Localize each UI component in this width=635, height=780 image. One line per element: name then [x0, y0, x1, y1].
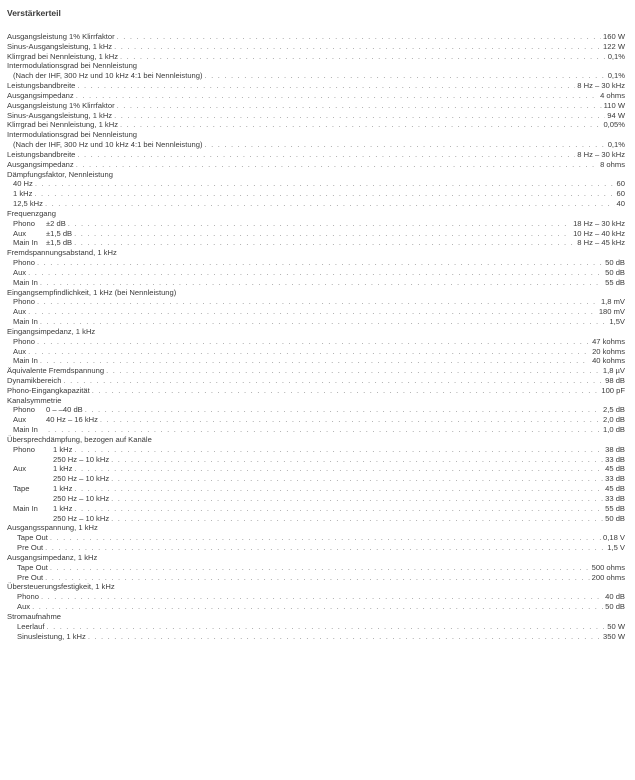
- spec-row: Aux 40 Hz – 16 kHz . . . 2,0 dB: [7, 415, 625, 425]
- spec-row: Aux . . . 50 dB: [7, 268, 625, 278]
- spec-row: Pre Out . . . 200 ohms: [7, 573, 625, 583]
- spec-group-heading: Dämpfungsfaktor, Nennleistung: [7, 169, 113, 179]
- spec-row: Ausgangsimpedanz . . . 4 ohms: [7, 91, 625, 101]
- spec-row: Aux . . . 20 kohms: [7, 347, 625, 357]
- spec-row: Phono . . . 47 kohms: [7, 337, 625, 347]
- spec-row: 250 Hz – 10 kHz . . . 33 dB: [7, 494, 625, 504]
- spec-row: Pre Out . . . 1,5 V: [7, 543, 625, 553]
- spec-row: Phono ±2 dB . . . 18 Hz – 30 kHz: [7, 219, 625, 229]
- spec-group-heading: Eingangsempfindlichkeit, 1 kHz (bei Nennleistung): [7, 287, 177, 297]
- spec-row: Phono . . . 40 dB: [7, 592, 625, 602]
- spec-row: (Nach der IHF, 300 Hz und 10 kHz 4:1 bei Nennleistung) . . . 0,1%: [7, 71, 625, 81]
- section-title: Verstärkerteil: [7, 8, 61, 18]
- spec-group-heading: Ausgangsspannung, 1 kHz: [7, 523, 98, 533]
- spec-group-heading: Frequenzgang: [7, 208, 56, 218]
- spec-group-heading: Intermodulationsgrad bei Nennleistung: [7, 61, 138, 71]
- spec-row: Äquivalente Fremdspannung . . . 1,8 µV: [7, 366, 625, 376]
- spec-group-heading: Übersteuerungsfestigkeit, 1 kHz: [7, 582, 115, 592]
- spec-row: Leistungsbandbreite . . . 8 Hz – 30 kHz: [7, 150, 625, 160]
- spec-row: 1 kHz . . . 60: [7, 189, 625, 199]
- spec-row: Tape Out . . . 500 ohms: [7, 563, 625, 573]
- spec-group-heading: Übersprechdämpfung, bezogen auf Kanäle: [7, 434, 152, 444]
- spec-row: 250 Hz – 10 kHz . . . 33 dB: [7, 474, 625, 484]
- spec-row: Aux . . . 50 dB: [7, 602, 625, 612]
- spec-row: Aux . . . 180 mV: [7, 307, 625, 317]
- spec-row: Main In . . . 40 kohms: [7, 356, 625, 366]
- spec-group-heading: Ausgangsimpedanz, 1 kHz: [7, 552, 98, 562]
- spec-row: Klirrgrad bei Nennleistung, 1 kHz . . . 0,1%: [7, 52, 625, 62]
- spec-row: Sinus-Ausgangsleistung, 1 kHz . . . 94 W: [7, 111, 625, 121]
- spec-row: Main In ±1,5 dB . . . 8 Hz – 45 kHz: [7, 238, 625, 248]
- spec-group-heading: Intermodulationsgrad bei Nennleistung: [7, 130, 138, 140]
- spec-row: Klirrgrad bei Nennleistung, 1 kHz . . . 0,05%: [7, 120, 625, 130]
- spec-row: Main In . . . 1,0 dB: [7, 425, 625, 435]
- spec-row: Tape Out . . . 0,18 V: [7, 533, 625, 543]
- spec-row: Ausgangsleistung 1% Klirrfaktor . . . 160 W: [7, 32, 625, 42]
- spec-row: (Nach der IHF, 300 Hz und 10 kHz 4:1 bei Nennleistung) . . . 0,1%: [7, 140, 625, 150]
- spec-row: Aux 1 kHz . . . 45 dB: [7, 464, 625, 474]
- spec-row: Dynamikbereich . . . 98 dB: [7, 376, 625, 386]
- spec-row: Ausgangsleistung 1% Klirrfaktor . . . 110 W: [7, 101, 625, 111]
- spec-row: Sinus-Ausgangsleistung, 1 kHz . . . 122 W: [7, 42, 625, 52]
- spec-row: Phono 0 – –40 dB . . . 2,5 dB: [7, 405, 625, 415]
- spec-row: Leistungsbandbreite . . . 8 Hz – 30 kHz: [7, 81, 625, 91]
- spec-group-heading: Stromaufnahme: [7, 611, 62, 621]
- spec-row: Tape 1 kHz . . . 45 dB: [7, 484, 625, 494]
- spec-group-heading: Eingangsimpedanz, 1 kHz: [7, 326, 96, 336]
- spec-row: Sinusleistung, 1 kHz . . . 350 W: [7, 632, 625, 642]
- spec-row: Phono-Eingangkapazität . . . 100 pF: [7, 386, 625, 396]
- spec-group-heading: Kanalsymmetrie: [7, 395, 62, 405]
- spec-row: Phono . . . 1,8 mV: [7, 297, 625, 307]
- spec-row: 12,5 kHz . . . 40: [7, 199, 625, 209]
- spec-row: Main In 1 kHz . . . 55 dB: [7, 504, 625, 514]
- spec-row: 250 Hz – 10 kHz . . . 50 dB: [7, 514, 625, 524]
- spec-row: 40 Hz . . . 60: [7, 179, 625, 189]
- spec-row: Phono . . . 50 dB: [7, 258, 625, 268]
- spec-row: Phono 1 kHz . . . 38 dB: [7, 445, 625, 455]
- spec-list: [7, 32, 625, 641]
- spec-row: Ausgangsimpedanz . . . 8 ohms: [7, 160, 625, 170]
- spec-group-heading: Fremdspannungsabstand, 1 kHz: [7, 248, 117, 258]
- spec-row: Main In . . . 55 dB: [7, 278, 625, 288]
- spec-row: Aux ±1,5 dB . . . 10 Hz – 40 kHz: [7, 229, 625, 239]
- spec-row: 250 Hz – 10 kHz . . . 33 dB: [7, 455, 625, 465]
- spec-row: Leerlauf . . . 50 W: [7, 622, 625, 632]
- spec-row: Main In . . . 1,5V: [7, 317, 625, 327]
